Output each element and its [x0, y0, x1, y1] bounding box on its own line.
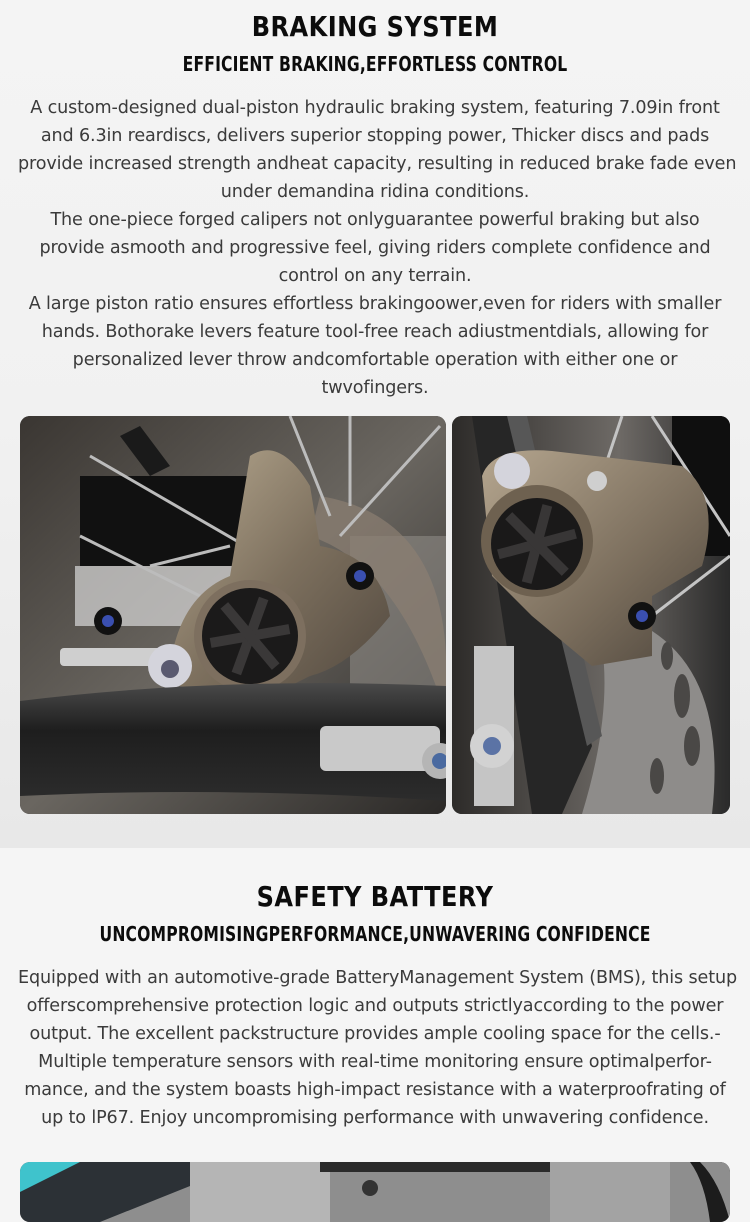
text-line: Equipped with an automotive-grade BatteryManagement System (BMS), this setup	[18, 968, 737, 988]
text-line: A large piston ratio ensures effortless brakingoower,even for riders with smaller	[28, 294, 722, 314]
text-line: under demandina ridina conditions.	[220, 182, 530, 202]
battery-image	[20, 1162, 730, 1222]
battery-description	[18, 964, 737, 1132]
text-line: A custom-designed dual-piston hydraulic braking system, featuring 7.09in front	[30, 98, 720, 118]
text-line: twvofingers.	[321, 378, 429, 398]
text-line: Multiple temperature sensors with real-time monitoring ensure optimalperfor-	[38, 1052, 712, 1072]
battery-photo	[20, 1162, 730, 1222]
safety-battery-section	[0, 848, 750, 1190]
braking-subtitle: EFFICIENT BRAKING,EFFORTLESS CONTROL	[182, 52, 568, 76]
text-line: provide asmooth and progressive feel, giving riders complete confidence and	[39, 238, 711, 258]
text-line: mance, and the system boasts high-impact resistance with a waterproofrating of	[24, 1080, 726, 1100]
text-line: provide increased strength andheat capacity, resulting in reduced brake fade even	[18, 154, 737, 174]
rear-caliper-photo	[20, 416, 446, 814]
front-caliper-photo	[452, 416, 730, 814]
caliper-image	[452, 416, 730, 814]
text-line: control on any terrain.	[278, 266, 472, 286]
caliper-image	[20, 416, 446, 814]
braking-description	[18, 94, 737, 402]
text-line: output. The excellent packstructure provides ample cooling space for the cells.-	[29, 1024, 721, 1044]
battery-subtitle: UNCOMPROMISINGPERFORMANCE,UNWAVERING CONFIDENCE	[99, 922, 651, 946]
text-line: and 6.3in reardiscs, delivers superior stopping power, Thicker discs and pads	[40, 126, 710, 146]
text-line: offerscomprehensive protection logic and outputs strictlyaccording to the power	[26, 996, 724, 1016]
text-line: The one-piece forged calipers not onlyguarantee powerful braking but also	[50, 210, 700, 230]
text-line: personalized lever throw andcomfortable operation with either one or	[72, 350, 678, 370]
text-line: hands. Bothorake levers feature tool-free reach adiustmentdials, allowing for	[41, 322, 709, 342]
text-line: up to lP67. Enjoy uncompromising performance with unwavering confidence.	[41, 1108, 709, 1128]
battery-title: SAFETY BATTERY	[256, 880, 494, 913]
braking-title: BRAKING SYSTEM	[251, 10, 499, 43]
